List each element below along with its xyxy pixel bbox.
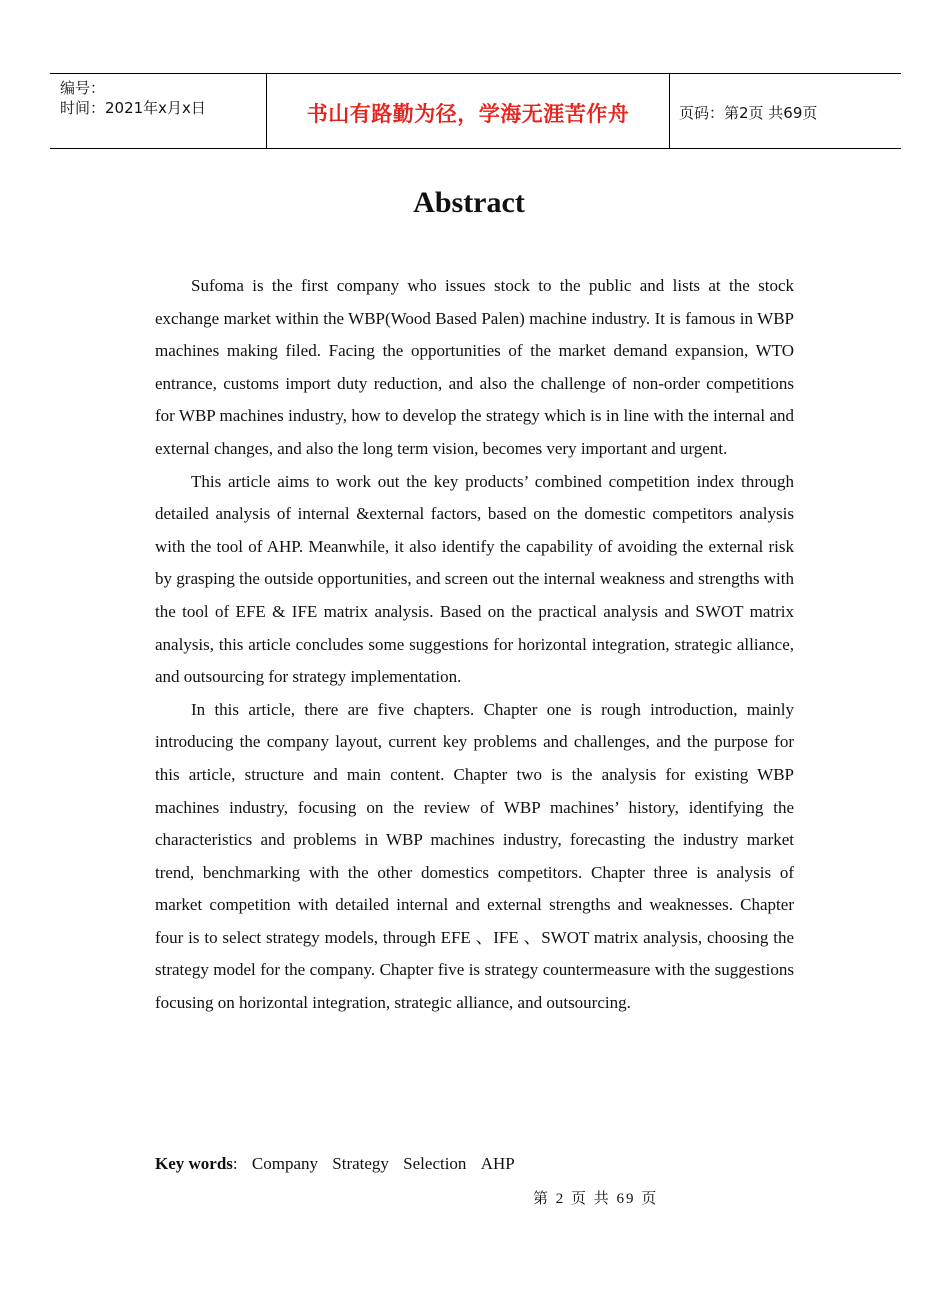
abstract-paragraph: This article aims to work out the key products’ combined competition index through detailed analysis of internal &external factors, based on the domestic competitors analysis with the tool of AHP. Meanwhile, it also identify the capability of avoiding the external risk by grasping the outside opportunities, and screen out the internal weakness and strengths with the tool of EFE & IFE matrix analysis. Based on the practical analysis and SWOT matrix analysis, this article concludes some suggestions for horizontal integration, strategic alliance, and outsourcing for strategy implementation. — [155, 471, 794, 687]
keyword-item: AHP — [480, 1154, 515, 1173]
abstract-body — [155, 270, 794, 1020]
page-title: Abstract — [413, 186, 525, 219]
header-page-cell — [669, 74, 901, 148]
keyword-item: Strategy — [332, 1154, 389, 1173]
serial-number-label: 编号： — [60, 79, 106, 97]
page-footer: 第 2 页 共 69 页 — [533, 1191, 659, 1207]
abstract-paragraph: In this article, there are five chapters. Chapter one is rough introduction, mainly introducing the company layout, current key problems and challenges, and the purpose for this article, structure and main content. Chapter two is the analysis for existing WBP machines industry, focusing on the review of WBP machines’ history, identifying the characteristics and problems in WBP machines industry, forecasting the industry market trend, benchmarking with the other domestics competitors. Chapter three is analysis of market competition with detailed internal and external strengths and weaknesses. Chapter four is to select strategy models, through EFE 、IFE 、SWOT matrix analysis, choosing the strategy model for the company. Chapter five is strategy countermeasure with the suggestions focusing on horizontal integration, strategic alliance, and outsourcing. — [155, 699, 794, 1013]
keywords-line — [155, 1154, 515, 1174]
header-motto-cell — [266, 74, 670, 148]
page-number-info: 页码：第2页 共69页 — [679, 104, 818, 122]
keyword-item: Company — [251, 1154, 319, 1173]
keywords-label: Key words — [155, 1154, 233, 1173]
motto-text: 书山有路勤为径，学海无涯苦作舟 — [306, 102, 630, 126]
keyword-item: Selection — [403, 1154, 467, 1173]
abstract-paragraph: Sufoma is the first company who issues stock to the public and lists at the stock exchange market within the WBP(Wood Based Palen) machine industry. It is famous in WBP machines making filed. Facing the opportunities of the market demand expansion, WTO entrance, customs import duty reduction, and also the challenge of non-order competitions for WBP machines industry, how to develop the strategy which is in line with the internal and external changes, and also the long term vision, becomes very important and urgent. — [155, 276, 794, 458]
time-label: 时间：2021年x月x日 — [60, 99, 206, 117]
document-header — [50, 73, 901, 149]
header-meta-cell — [50, 74, 266, 148]
keywords-separator: : — [232, 1154, 238, 1173]
